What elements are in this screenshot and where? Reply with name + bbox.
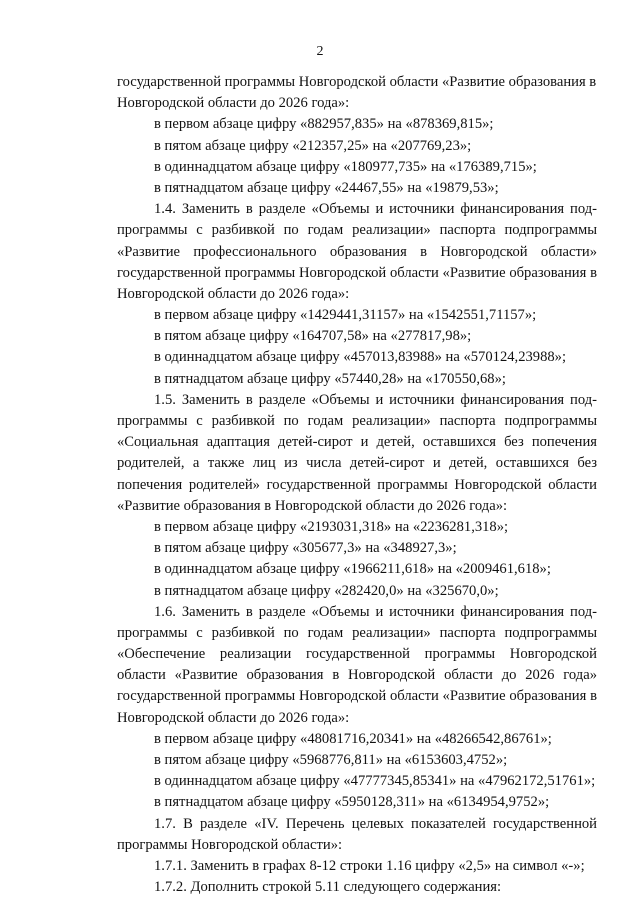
text-line: Новгородской области до 2026 года»: <box>117 95 350 112</box>
text-line: в одиннадцатом абзаце цифру «180977,735» на «176389,715»; <box>154 158 537 175</box>
text-line: 1.5. Заменить в разделе «Объемы и источники финансирования под- <box>154 391 597 408</box>
text-line: в первом абзаце цифру «882957,835» на «878369,815»; <box>154 116 494 133</box>
text-line: программы с разбивкой по годам реализации» паспорта подпрограммы <box>117 413 597 429</box>
text-line: 1.7. В разделе «IV. Перечень целевых показателей государственной <box>154 815 597 832</box>
text-line: в пятнадцатом абзаце цифру «5950128,311» на «6134954,9752»; <box>154 794 550 811</box>
text-line: Новгородской области до 2026 года»: <box>117 709 350 726</box>
text-line: в одиннадцатом абзаце цифру «457013,83988» на «570124,23988»; <box>154 349 567 366</box>
text-line: в первом абзаце цифру «1429441,31157» на «1542551,71157»; <box>154 307 537 324</box>
text-line: в пятнадцатом абзаце цифру «24467,55» на «19879,53»; <box>154 179 499 196</box>
text-line: «Развитие профессионального образования в Новгородской области» <box>117 243 597 260</box>
document-body <box>117 72 597 898</box>
text-line: попечения родителей» государственной программы Новгородской области <box>117 476 597 493</box>
text-line: программы с разбивкой по годам реализации» паспорта подпрограммы <box>117 222 597 239</box>
text-line: 1.4. Заменить в разделе «Объемы и источники финансирования под- <box>154 201 597 218</box>
text-line: в первом абзаце цифру «2193031,318» на «2236281,318»; <box>154 518 509 535</box>
text-line: государственной программы Новгородской области «Развитие образования в <box>117 264 597 281</box>
text-line: государственной программы Новгородской области «Развитие образования в <box>117 74 597 90</box>
text-line: Новгородской области до 2026 года»: <box>117 285 350 302</box>
text-line: 1.7.1. Заменить в графах 8-12 строки 1.16 цифру «2,5» на символ «-»; <box>154 857 585 874</box>
text-line: в пятнадцатом абзаце цифру «57440,28» на «170550,68»; <box>154 370 506 387</box>
page-number: 2 <box>316 44 324 59</box>
text-line: программы Новгородской области»: <box>117 836 343 853</box>
text-line: программы с разбивкой по годам реализации» паспорта подпрограммы <box>117 624 597 641</box>
text-line: 1.6. Заменить в разделе «Объемы и источники финансирования под- <box>154 603 597 620</box>
text-line: в пятом абзаце цифру «212357,25» на «207769,23»; <box>154 137 472 154</box>
text-line: 1.7.2. Дополнить строкой 5.11 следующего содержания: <box>154 879 502 896</box>
text-line: в пятом абзаце цифру «164707,58» на «277817,98»; <box>154 328 472 345</box>
text-line: в пятом абзаце цифру «5968776,811» на «6153603,4752»; <box>154 752 508 768</box>
text-line: «Развитие образования в Новгородской области до 2026 года»: <box>117 497 508 514</box>
text-line: области «Развитие образования в Новгородской области до 2026 года» <box>117 667 597 684</box>
text-line: в одиннадцатом абзаце цифру «47777345,85341» на «47962172,51761»; <box>154 773 596 790</box>
text-line: в пятнадцатом абзаце цифру «282420,0» на «325670,0»; <box>154 582 499 599</box>
text-line: в одиннадцатом абзаце цифру «1966211,618» на «2009461,618»; <box>154 561 551 578</box>
text-line: в первом абзаце цифру «48081716,20341» на «48266542,86761»; <box>154 730 552 747</box>
text-line: «Социальная адаптация детей-сирот и детей, оставшихся без попечения <box>117 434 597 451</box>
text-line: родителей, а также лиц из числа детей-сирот и детей, оставшихся без <box>117 455 597 472</box>
text-line: государственной программы Новгородской области «Развитие образования в <box>117 688 597 705</box>
text-line: в пятом абзаце цифру «305677,3» на «348927,3»; <box>154 540 457 557</box>
text-line: «Обеспечение реализации государственной программы Новгородской <box>117 646 597 663</box>
